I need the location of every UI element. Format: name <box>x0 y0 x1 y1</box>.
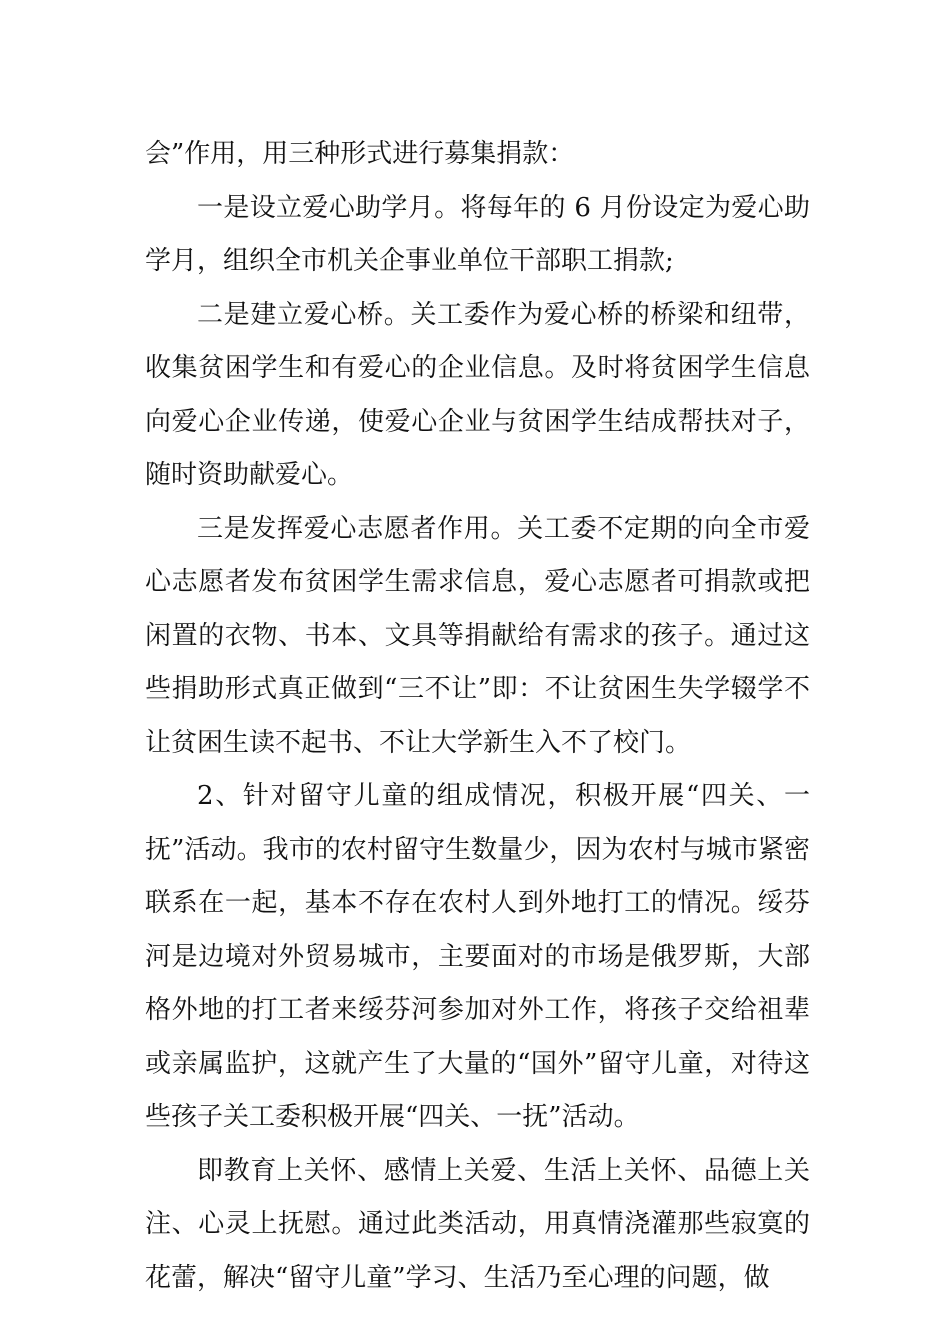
paragraph-4: 三是发挥爱心志愿者作用。关工委不定期的向全市爱心志愿者发布贫困学生需求信息，爱心志愿者可捐款或把闲置的衣物、书本、文具等捐献给有需求的孩子。通过这些捐助形式真正做到“三不让”即：不让贫困生失学辍学不让贫困生读不起书、不让大学新生入不了校门。 <box>145 513 810 758</box>
paragraph-3: 二是建立爱心桥。关工委作为爱心桥的桥梁和纽带，收集贫困学生和有爱心的企业信息。及时将贫困学生信息向爱心企业传递，使爱心企业与贫困学生结成帮扶对子，随时资助献爱心。 <box>145 299 810 490</box>
paragraph-1: 会”作用，用三种形式进行募集捐款： <box>145 139 575 169</box>
paragraph-5: 2、针对留守儿童的组成情况，积极开展“四关、一抚”活动。我市的农村留守生数量少，因为农村与城市紧密联系在一起，基本不存在农村人到外地打工的情况。绥芬河是边境对外贸易城市，主要面对的市场是俄罗斯，大部格外地的打工者来绥芬河参加对外工作，将孩子交给祖辈或亲属监护，这就产生了大量的“国外”留守儿童，对待这些孩子关工委积极开展“四关、一抚”活动。 <box>145 781 810 1132</box>
body-text <box>145 128 810 1305</box>
paragraph-2: 一是设立爱心助学月。将每年的 6 月份设定为爱心助学月，组织全市机关企事业单位干部职工捐款; <box>145 192 810 276</box>
paragraph-6: 即教育上关怀、感情上关爱、生活上关怀、品德上关注、心灵上抚慰。通过此类活动，用真情浇灌那些寂寞的花蕾，解决“留守儿童”学习、生活乃至心理的问题，做 <box>145 1155 810 1293</box>
